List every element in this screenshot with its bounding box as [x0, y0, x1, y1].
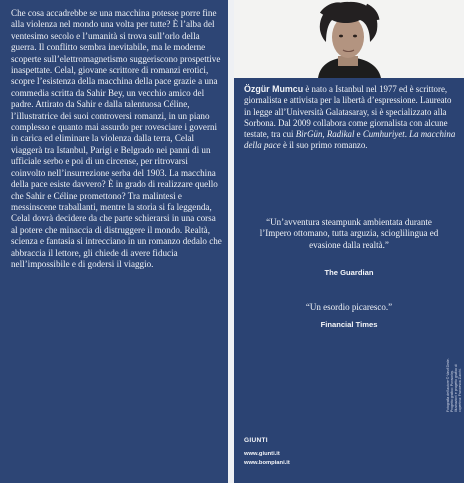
- bio-separator: .: [404, 129, 410, 140]
- author-name: Özgür Mumcu: [244, 84, 304, 94]
- back-flap: [0, 0, 228, 483]
- credits-illustration: Illustrazioni e progetto grafico di copertina: Francesca Zucchi.: [454, 364, 463, 412]
- front-flap: [234, 0, 464, 483]
- review-quote-guardian: “Un’avventura steampunk ambientata durante l’Impero ottomano, tutta arguzia, scioglilingua ed evasione dalla realtà.”: [259, 217, 439, 250]
- review-source-ft: Financial Times: [320, 320, 378, 329]
- author-photo: [234, 0, 464, 78]
- credits-design: Progetto grafico: Ponsonby.: [450, 370, 455, 412]
- bio-testata-radikal: Radikal: [326, 129, 355, 140]
- bio-testata-cumhuriyet: Cumhuriyet: [362, 129, 405, 140]
- bio-end: è il suo primo romanzo.: [280, 140, 368, 151]
- credits-photo: Fotografia dell’autore © Vasıf Dede.: [446, 358, 450, 412]
- blurb-text: Che cosa accadrebbe se una macchina potesse porre fine alla violenza nel mondo una volta per tutte? È l’alba del ventesimo secolo e l’umanità si trova sull’orlo della guerra. Il conflitto sembra inevitabile, ma le moderne scoperte sull’elettromagnetismo suggeriscono prospettive inaspettate. Celal, giovane scrittore di romanzi erotici, scopre l’esistenza della macchina della pace grazie a una commedia scritta da Sahir Bey, un vecchio amico del padre. Attirato da Sahir e dalla talentuosa Céline, l’illustratrice dei suoi controversi romanzi, in un piano complesso e quanto mai assurdo per rovesciare i governi in carica ed eliminare la violenza dalla terra, Celal viaggerà tra Istanbul, Parigi e Belgrado nei panni di un ufficiale serbo e poi di un circense, per ritrovarsi coinvolto nell’insurrezione serba del 1903. La macchina della pace esiste davvero? È in grado di realizzare quello che Sahir e Céline promettono? Tra malintesi e messinscene traballanti, mentre la storia si fa leggenda, Celal dovrà decidere da che parte schierarsi in una corsa al potere che minaccia di distruggere il mondo. Realtà, scienza e fantasia si intrecciano in un romanzo dedalo che abbraccia il lettore, gli chiede di avere fiducia nell’impossibile e di godersi il viaggio.: [11, 8, 222, 269]
- website-bompiani[interactable]: www.bompiani.it: [244, 460, 290, 466]
- author-portrait-image: [234, 0, 464, 78]
- author-bio: [244, 84, 458, 152]
- bio-book-title: La macchina della pace: [244, 129, 456, 151]
- publisher-logo: GIUNTI: [244, 437, 268, 444]
- cover-credits: [446, 352, 463, 412]
- website-giunti[interactable]: www.giunti.it: [244, 451, 280, 457]
- bio-separator: ,: [322, 129, 327, 140]
- book-blurb: [11, 8, 223, 270]
- bio-testata-birgun: BirGün: [295, 129, 323, 140]
- review-quote-ft: “Un esordio picaresco.”: [305, 302, 393, 312]
- bio-separator: e: [354, 129, 363, 140]
- bio-part1: è nato a Istanbul nel 1977 ed è scrittore, giornalista e attivista per la libertà d’espressione. Laureato in legge all’Università Galatasaray, si è specializzato alla Sorbona. Dal 2009 collabora come giornalista con alcune testate, tra cui: [244, 84, 452, 140]
- review-source-guardian: The Guardian: [324, 268, 374, 277]
